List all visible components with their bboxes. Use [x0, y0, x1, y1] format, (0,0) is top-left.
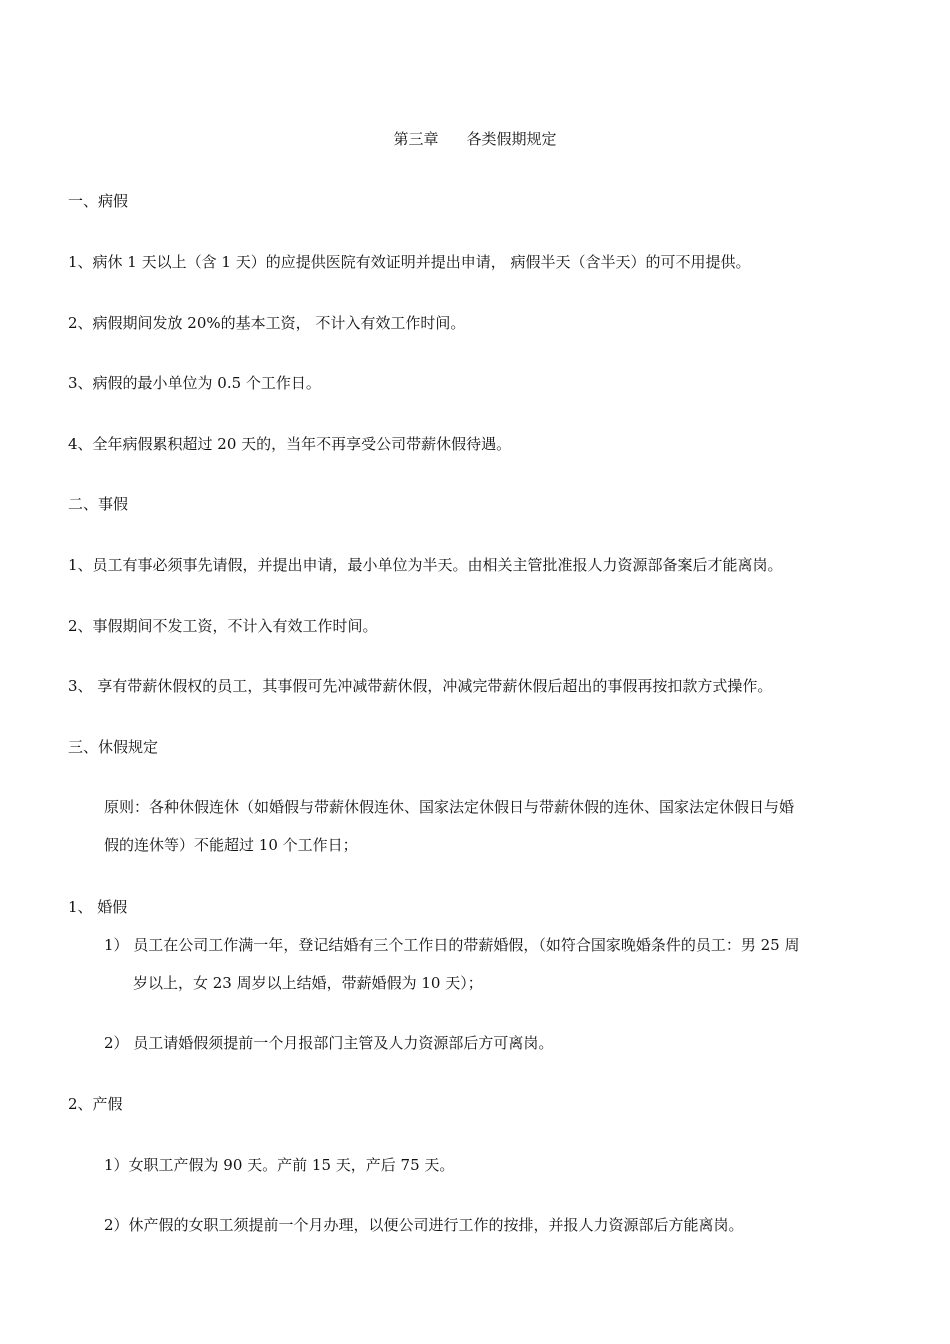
section-heading-sick-leave: 一、病假 [68, 192, 129, 210]
principle-line-1: 原则：各种休假连休（如婚假与带薪休假连休、国家法定休假日与带薪休假的连休、国家法定休假日与婚 [104, 798, 795, 816]
personal-leave-item-1: 1、员工有事必须事先请假，并提出申请，最小单位为半天。由相关主管批准报人力资源部备案后才能离岗。 [68, 556, 783, 574]
chapter-name: 各类假期规定 [466, 130, 557, 148]
maternity-leave-heading: 2、产假 [68, 1095, 123, 1113]
maternity-leave-item-1: 1）女职工产假为 90 天。产前 15 天，产后 75 天。 [104, 1156, 455, 1174]
section-heading-personal-leave: 二、事假 [68, 495, 129, 513]
personal-leave-item-2: 2、事假期间不发工资，不计入有效工作时间。 [68, 617, 378, 635]
principle-line-2: 假的连休等）不能超过 10 个工作日； [104, 836, 358, 854]
section-heading-vacation-rules: 三、休假规定 [68, 738, 159, 756]
chapter-title [0, 130, 950, 148]
maternity-leave-item-2: 2）休产假的女职工须提前一个月办理，以便公司进行工作的按排，并报人力资源部后方能离岗。 [104, 1216, 744, 1234]
sick-leave-item-1: 1、病休 1 天以上（含 1 天）的应提供医院有效证明并提出申请， 病假半天（含半天）的可不用提供。 [68, 253, 751, 271]
marriage-leave-heading: 1、 婚假 [68, 898, 128, 916]
chapter-number: 第三章 [393, 130, 439, 148]
sick-leave-item-4: 4、全年病假累积超过 20 天的，当年不再享受公司带薪休假待遇。 [68, 435, 512, 453]
sick-leave-item-2: 2、病假期间发放 20%的基本工资， 不计入有效工作时间。 [68, 314, 466, 332]
marriage-leave-item-2: 2） 员工请婚假须提前一个月报部门主管及人力资源部后方可离岗。 [104, 1034, 554, 1052]
marriage-leave-item-1-line-2: 岁以上，女 23 周岁以上结婚，带薪婚假为 10 天）； [133, 974, 483, 992]
sick-leave-item-3: 3、病假的最小单位为 0.5 个工作日。 [68, 374, 321, 392]
marriage-leave-item-1-line-1: 1） 员工在公司工作满一年，登记结婚有三个工作日的带薪婚假，（如符合国家晚婚条件的员工：男 25 周 [104, 936, 800, 954]
personal-leave-item-3: 3、 享有带薪休假权的员工，其事假可先冲减带薪休假，冲减完带薪休假后超出的事假再按扣款方式操作。 [68, 677, 773, 695]
